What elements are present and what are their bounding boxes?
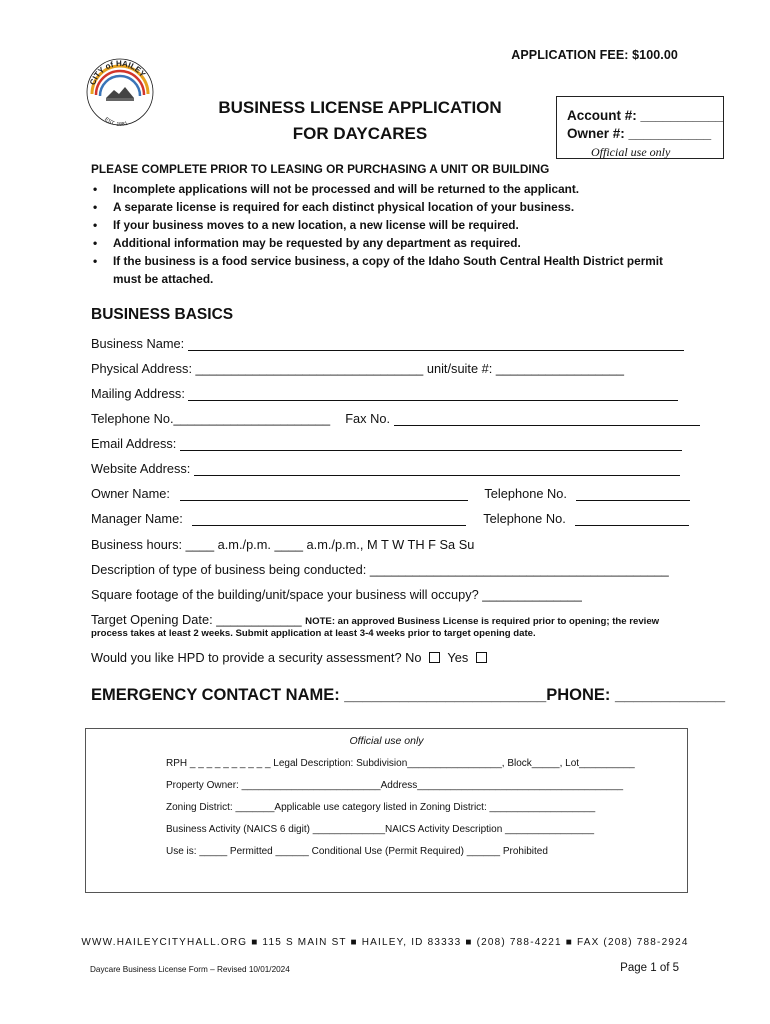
business-description-row[interactable]: Description of type of business being conducted: __________________________________________ xyxy=(91,562,669,577)
fax-label: Fax No. xyxy=(345,411,391,426)
official-zoning-row[interactable]: Zoning District: _______Applicable use category listed in Zoning District: ___________________ xyxy=(166,802,596,813)
manager-row xyxy=(91,511,681,529)
hpd-no-checkbox[interactable] xyxy=(429,652,440,663)
hpd-yes-checkbox[interactable] xyxy=(476,652,487,663)
logo-arc-text: CITY of HAILEY xyxy=(88,58,148,87)
account-number-field[interactable]: Account #: ___________ xyxy=(567,108,724,123)
mailing-address-label: Mailing Address: xyxy=(91,386,185,401)
owner-phone-label: Telephone No. xyxy=(484,486,567,501)
business-name-input[interactable] xyxy=(188,336,684,351)
logo-ground xyxy=(106,98,134,101)
city-of-hailey-logo xyxy=(84,52,156,132)
opening-note-line1: NOTE: an approved Business License is required prior to opening; the review xyxy=(305,616,660,627)
website-row xyxy=(91,461,681,479)
revision-note: Daycare Business License Form – Revised 10/01/2024 xyxy=(90,965,290,974)
business-basics-heading: BUSINESS BASICS xyxy=(91,306,234,323)
telephone-fax-row xyxy=(91,411,681,429)
account-box xyxy=(556,96,724,159)
instruction-item: • If your business moves to a new location, a new license will be required. xyxy=(91,216,691,234)
official-naics-row[interactable]: Business Activity (NAICS 6 digit) _____________NAICS Activity Description ________________ xyxy=(166,824,595,835)
instruction-item: • If the business is a food service business, a copy of the Idaho South Central Health District permit must be attached. xyxy=(91,252,691,288)
manager-phone-input[interactable] xyxy=(575,511,689,526)
instruction-item: • A separate license is required for each distinct physical location of your business. xyxy=(91,198,691,216)
business-name-label: Business Name: xyxy=(91,336,185,351)
owner-number-field[interactable]: Owner #: ___________ xyxy=(567,126,712,141)
target-opening-field[interactable]: Target Opening Date: ____________ xyxy=(91,612,302,627)
official-use-note: Official use only xyxy=(591,145,671,159)
form-title-line1: BUSINESS LICENSE APPLICATION xyxy=(218,98,502,117)
email-row xyxy=(91,436,681,454)
mailing-address-row xyxy=(91,386,681,404)
instructions-heading: PLEASE COMPLETE PRIOR TO LEASING OR PURCHASING A UNIT OR BUILDING xyxy=(91,162,550,176)
page-number: Page 1 of 5 xyxy=(620,962,679,974)
official-use-title: Official use only xyxy=(349,735,424,747)
emergency-contact-field[interactable]: EMERGENCY CONTACT NAME: ______________________PHONE: ____________ xyxy=(91,686,726,704)
official-use-box xyxy=(85,728,688,893)
owner-name-label: Owner Name: xyxy=(91,486,170,501)
mailing-address-input[interactable] xyxy=(188,386,678,401)
logo-est-text: EST. 1881 xyxy=(103,116,129,129)
website-label: Website Address: xyxy=(91,461,191,476)
opening-note-line2: process takes at least 2 weeks. Submit application at least 3-4 weeks prior to target opening date. xyxy=(91,628,536,639)
email-label: Email Address: xyxy=(91,436,177,451)
official-property-owner-row[interactable]: Property Owner: _________________________Address_____________________________________ xyxy=(166,780,624,791)
manager-name-label: Manager Name: xyxy=(91,511,183,526)
form-title xyxy=(170,95,550,147)
owner-phone-input[interactable] xyxy=(576,486,690,501)
physical-address-row[interactable]: Physical Address: ________________________________ unit/suite #: __________________ xyxy=(91,361,624,376)
manager-name-input[interactable] xyxy=(192,511,466,526)
instructions-list xyxy=(91,180,691,288)
hpd-no-label: No xyxy=(405,650,422,665)
footer-contact: WWW.HAILEYCITYHALL.ORG ■ 115 S MAIN ST ■ HAILEY, ID 83333 ■ (208) 788-4221 ■ FAX (208) 788-2924 xyxy=(81,937,689,948)
business-name-row xyxy=(91,336,681,354)
instruction-item: • Incomplete applications will not be processed and will be returned to the applicant. xyxy=(91,180,691,198)
owner-name-input[interactable] xyxy=(180,486,468,501)
business-hours-row[interactable]: Business hours: ____ a.m./p.m. ____ a.m./p.m., M T W TH F Sa Su xyxy=(91,537,475,552)
hpd-question-row xyxy=(91,650,681,668)
form-title-line2: FOR DAYCARES xyxy=(292,124,428,143)
website-input[interactable] xyxy=(194,461,680,476)
telephone-field[interactable]: Telephone No.______________________ xyxy=(91,411,331,426)
square-footage-row[interactable]: Square footage of the building/unit/space your business will occupy? ______________ xyxy=(91,587,582,602)
email-input[interactable] xyxy=(180,436,682,451)
instruction-item: • Additional information may be requested by any department as required. xyxy=(91,234,691,252)
manager-phone-label: Telephone No. xyxy=(483,511,566,526)
target-opening-row xyxy=(91,612,681,626)
application-fee: APPLICATION FEE: $100.00 xyxy=(511,48,678,62)
owner-row xyxy=(91,486,681,504)
official-rph-row[interactable]: RPH _ _ _ _ _ _ _ _ _ _ Legal Description: Subdivision_________________, Block_____, Lot__________ xyxy=(166,758,635,769)
hpd-yes-label: Yes xyxy=(447,650,469,665)
hpd-question-label: Would you like HPD to provide a security assessment? xyxy=(91,650,402,665)
official-use-is-row[interactable]: Use is: _____ Permitted ______ Conditional Use (Permit Required) ______ Prohibited xyxy=(166,846,548,857)
fax-input[interactable] xyxy=(394,411,700,426)
